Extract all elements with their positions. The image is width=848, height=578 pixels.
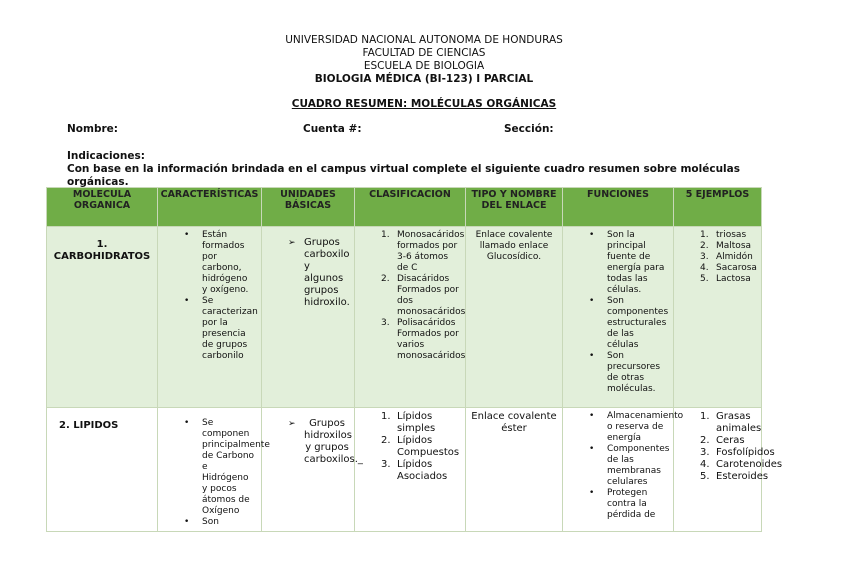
enlace-text: Enlace covalente llamado enlace Glucosídico. bbox=[475, 230, 553, 262]
document-title-text: CUADRO RESUMEN: MOLÉCULAS ORGÁNICAS bbox=[291, 98, 557, 110]
table-row bbox=[47, 227, 762, 408]
cell-caracteristicas bbox=[158, 408, 270, 532]
cell-funciones bbox=[563, 408, 684, 532]
list-item: • Son componentes estructurales de las células bbox=[567, 296, 669, 351]
list-item: • Son bbox=[162, 517, 257, 528]
cell-ejemplos bbox=[674, 227, 762, 408]
list-item: Monosacáridos formados por 3-6 átomos de C bbox=[397, 230, 465, 273]
cell-unidades bbox=[262, 408, 363, 532]
list-item: ➢ Grupos carboxilo y algunos grupos hidroxilo. bbox=[266, 237, 350, 309]
faculty-name: FACULTAD DE CIENCIAS bbox=[362, 47, 486, 59]
table-header-row bbox=[47, 188, 762, 227]
list-item: triosas bbox=[716, 230, 747, 240]
cell-clasificacion bbox=[355, 408, 466, 532]
list-item: ➢ Grupos hidroxilos y grupos carboxilos._ bbox=[266, 418, 350, 466]
list-item: Lactosa bbox=[716, 274, 751, 284]
list-item: • Protegen contra la pérdida de bbox=[567, 488, 669, 521]
cell-molecula bbox=[47, 227, 158, 408]
cell-funciones bbox=[563, 227, 674, 408]
header-caracteristicas: CARACTERÍSTICAS bbox=[158, 188, 262, 227]
nombre-label: Nombre: bbox=[67, 123, 118, 135]
university-name: UNIVERSIDAD NACIONAL AUTONOMA DE HONDURAS bbox=[285, 34, 563, 46]
list-item: • Se caracterizan por la presencia de grupos carbonilo bbox=[162, 296, 257, 362]
enlace-text: Enlace covalente éster bbox=[471, 411, 557, 434]
list-item: Disacáridos Formados por dos monosacáridos bbox=[397, 274, 466, 317]
cell-ejemplos bbox=[674, 408, 783, 532]
cell-unidades bbox=[262, 227, 355, 408]
document-title bbox=[0, 98, 848, 111]
table-row bbox=[47, 408, 762, 532]
cell-enlace bbox=[466, 408, 563, 532]
list-item: • Son precursores de otras moléculas. bbox=[567, 351, 669, 395]
cell-molecula bbox=[47, 408, 158, 532]
list-item: Esteroides bbox=[716, 471, 769, 482]
course-title: BIOLOGIA MÉDICA (BI-123) I PARCIAL bbox=[314, 73, 534, 85]
header-clasificacion: CLASIFICACION bbox=[355, 188, 466, 227]
list-item: Lípidos Compuestos bbox=[397, 435, 460, 458]
cuenta-label: Cuenta #: bbox=[303, 123, 362, 135]
header-molecula: MOLECULA ORGANICA bbox=[47, 188, 158, 227]
molecula-name: 2. LIPIDOS bbox=[59, 420, 119, 431]
cell-enlace bbox=[466, 227, 563, 408]
list-item: Carotenoides bbox=[716, 459, 783, 470]
header-enlace: TIPO Y NOMBRE DEL ENLACE bbox=[466, 188, 563, 227]
header-funciones: FUNCIONES bbox=[563, 188, 674, 227]
list-item: Sacarosa bbox=[716, 263, 757, 273]
cell-caracteristicas bbox=[158, 227, 262, 408]
indicaciones-text: Con base en la información brindada en el campus virtual complete el siguiente cuadro resumen sobre moléculas orgánicas. bbox=[67, 163, 740, 188]
cell-clasificacion bbox=[355, 227, 466, 408]
list-item: Polisacáridos Formados por varios monosacáridos bbox=[397, 318, 466, 361]
list-item: Lípidos Asociados bbox=[397, 459, 448, 482]
list-item: Lípidos simples bbox=[397, 411, 436, 434]
list-item: Ceras bbox=[716, 435, 745, 446]
molecula-name: 1. CARBOHIDRATOS bbox=[53, 239, 151, 262]
list-item: • Están formados por carbono, hidrógeno y oxígeno. bbox=[162, 230, 257, 296]
list-item: • Componentes de las membranas celulares bbox=[567, 444, 669, 488]
header-unidades: UNIDADES BÁSICAS bbox=[262, 188, 355, 227]
list-item: Fosfolípidos bbox=[716, 447, 775, 458]
seccion-label: Sección: bbox=[504, 123, 554, 135]
indicaciones-label: Indicaciones: bbox=[67, 150, 145, 162]
header-ejemplos: 5 EJEMPLOS bbox=[674, 188, 762, 227]
school-name: ESCUELA DE BIOLOGIA bbox=[363, 60, 485, 72]
list-item: Grasas animales bbox=[716, 411, 762, 434]
list-item: • Almacenamiento o reserva de energía bbox=[567, 411, 669, 444]
summary-table bbox=[46, 187, 783, 532]
list-item: • Son la principal fuente de energía para todas las células. bbox=[567, 230, 669, 296]
list-item: Almidón bbox=[716, 252, 753, 262]
list-item: Maltosa bbox=[716, 241, 752, 251]
list-item: • Se componen principalmente de Carbono e Hidrógeno y pocos átomos de Oxígeno bbox=[162, 418, 257, 517]
